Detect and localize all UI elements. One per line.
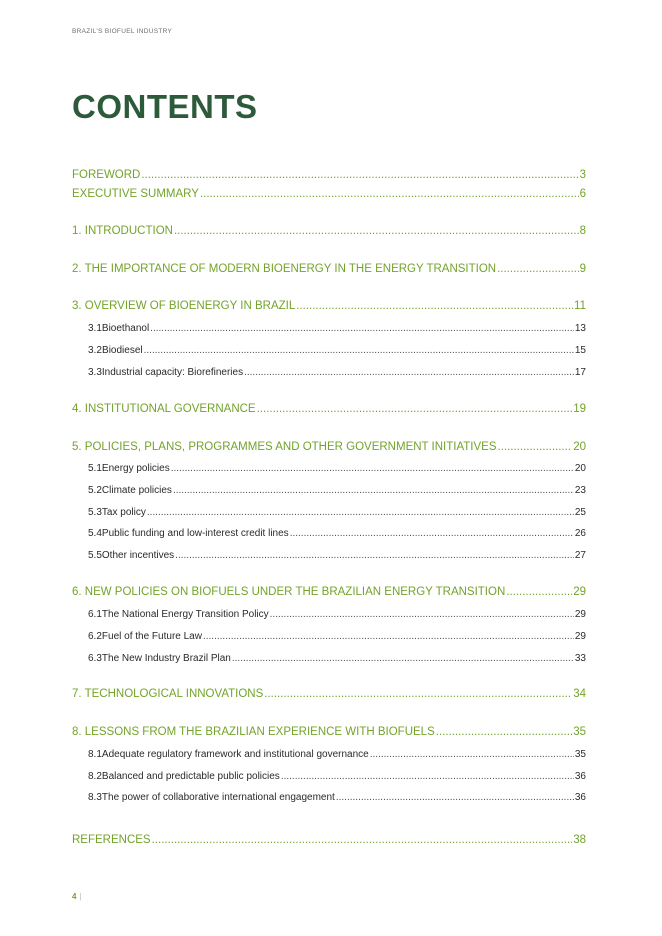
toc-label: The power of collaborative international engagement <box>101 792 335 803</box>
toc-label: 4. INSTITUTIONAL GOVERNANCE <box>72 403 256 415</box>
toc-subentry-8-3[interactable] <box>88 792 586 803</box>
toc-subentry-8-1[interactable] <box>88 749 586 760</box>
toc-leader <box>173 485 574 496</box>
toc-leader <box>203 631 574 642</box>
toc-number: 6.2 <box>88 631 102 642</box>
toc-page: 36 <box>574 792 586 803</box>
toc-subentry-3-3[interactable] <box>88 367 586 378</box>
toc-number: 8.1 <box>88 749 102 760</box>
toc-label: 7. TECHNOLOGICAL INNOVATIONS <box>72 688 264 700</box>
toc-leader <box>171 463 574 474</box>
toc-page: 23 <box>574 485 586 496</box>
toc-leader <box>152 834 573 846</box>
toc-label: The National Energy Transition Policy <box>101 609 269 620</box>
toc-entry-section-7[interactable] <box>72 688 586 700</box>
toc-entry-executive-summary[interactable] <box>72 188 586 200</box>
toc-leader <box>244 367 574 378</box>
toc-leader <box>175 550 574 561</box>
toc-leader <box>257 403 573 415</box>
toc-leader <box>264 688 572 700</box>
toc-label: Adequate regulatory framework and institutional governance <box>101 749 369 760</box>
toc-number: 5.1 <box>88 463 102 474</box>
toc-subentry-5-5[interactable] <box>88 550 586 561</box>
toc-page: 9 <box>579 263 586 275</box>
toc-entry-section-6[interactable] <box>72 586 586 598</box>
toc-page: 8 <box>579 225 586 237</box>
toc-label: Climate policies <box>101 485 172 496</box>
toc-subentry-6-3[interactable] <box>88 653 586 664</box>
toc-page: 27 <box>574 550 586 561</box>
toc-page: 20 <box>574 463 586 474</box>
toc-page: 35 <box>573 726 586 738</box>
page-footer <box>72 892 82 901</box>
toc-subentry-6-2[interactable] <box>88 631 586 642</box>
toc-label: 2. THE IMPORTANCE OF MODERN BIOENERGY IN THE ENERGY TRANSITION <box>72 263 497 275</box>
toc-label: 1. INTRODUCTION <box>72 225 173 237</box>
toc-subentry-3-1[interactable] <box>88 323 586 334</box>
toc-label: EXECUTIVE SUMMARY <box>72 188 199 200</box>
toc-leader <box>281 771 574 782</box>
toc-label: Energy policies <box>101 463 170 474</box>
toc-label: FOREWORD <box>72 169 141 181</box>
toc-number: 6.1 <box>88 609 102 620</box>
toc-page: 25 <box>574 507 586 518</box>
toc-leader <box>150 323 574 334</box>
toc-entry-section-3[interactable] <box>72 300 586 312</box>
toc-label: Other incentives <box>101 550 175 561</box>
toc-subentry-5-1[interactable] <box>88 463 586 474</box>
toc-number: 5.5 <box>88 550 102 561</box>
toc-leader <box>147 507 574 518</box>
toc-label: 6. NEW POLICIES ON BIOFUELS UNDER THE BRAZILIAN ENERGY TRANSITION <box>72 586 506 598</box>
toc-leader <box>270 609 574 620</box>
toc-entry-section-5[interactable] <box>72 441 586 453</box>
toc-label: Balanced and predictable public policies <box>101 771 280 782</box>
toc-leader <box>370 749 574 760</box>
toc-page: 38 <box>573 834 586 846</box>
toc-page: 29 <box>574 631 586 642</box>
toc-leader <box>144 345 574 356</box>
toc-entry-section-4[interactable] <box>72 403 586 415</box>
toc-page: 17 <box>574 367 586 378</box>
toc-label: Industrial capacity: Biorefineries <box>101 367 244 378</box>
toc-subentry-3-2[interactable] <box>88 345 586 356</box>
toc-entry-references[interactable] <box>72 834 586 846</box>
page-number: 4 <box>72 892 77 901</box>
toc-leader <box>200 188 579 200</box>
toc-leader <box>296 300 573 312</box>
toc-leader <box>497 263 579 275</box>
toc-page: 29 <box>573 586 586 598</box>
toc-subentry-5-4[interactable] <box>88 528 586 539</box>
toc-label: REFERENCES <box>72 834 151 846</box>
toc-label: Fuel of the Future Law <box>101 631 202 642</box>
toc-leader <box>436 726 572 738</box>
toc-leader <box>141 169 578 181</box>
toc-leader <box>290 528 574 539</box>
toc-subentry-5-2[interactable] <box>88 485 586 496</box>
toc-leader <box>232 653 574 664</box>
toc-number: 5.3 <box>88 507 102 518</box>
toc-number: 3.3 <box>88 367 102 378</box>
toc-label: 3. OVERVIEW OF BIOENERGY IN BRAZIL <box>72 300 296 312</box>
toc-number: 5.2 <box>88 485 102 496</box>
toc-number: 8.3 <box>88 792 102 803</box>
toc-label: 5. POLICIES, PLANS, PROGRAMMES AND OTHER GOVERNMENT INITIATIVES <box>72 441 497 453</box>
toc-page: 35 <box>574 749 586 760</box>
toc-subentry-5-3[interactable] <box>88 507 586 518</box>
footer-separator: | <box>79 892 82 901</box>
toc-subentry-8-2[interactable] <box>88 771 586 782</box>
toc-page: 11 <box>574 300 586 312</box>
toc-entry-foreword[interactable] <box>72 169 586 181</box>
toc-number: 8.2 <box>88 771 102 782</box>
toc-leader <box>506 586 572 598</box>
toc-page: 13 <box>574 323 586 334</box>
toc-label: 8. LESSONS FROM THE BRAZILIAN EXPERIENCE WITH BIOFUELS <box>72 726 435 738</box>
toc-leader <box>336 792 574 803</box>
toc-page: 33 <box>574 653 586 664</box>
toc-number: 3.2 <box>88 345 102 356</box>
toc-page: 6 <box>579 188 586 200</box>
toc-page: 36 <box>574 771 586 782</box>
toc-entry-introduction[interactable] <box>72 225 586 237</box>
toc-leader <box>174 225 579 237</box>
toc-number: 5.4 <box>88 528 102 539</box>
toc-page: 29 <box>574 609 586 620</box>
toc-page: 26 <box>574 528 586 539</box>
page-title: CONTENTS <box>72 88 258 125</box>
toc-number: 3.1 <box>88 323 102 334</box>
toc-entry-section-2[interactable] <box>72 263 586 275</box>
toc-page: 3 <box>579 169 586 181</box>
toc-page: 20 <box>573 441 586 453</box>
toc-label: Public funding and low-interest credit lines <box>101 528 289 539</box>
toc-label: Biodiesel <box>102 345 143 356</box>
toc-label: Tax policy <box>101 507 146 518</box>
toc-label: The New Industry Brazil Plan <box>101 653 231 664</box>
toc-number: 6.3 <box>88 653 102 664</box>
toc-subentry-6-1[interactable] <box>88 609 586 620</box>
toc-label: Bioethanol <box>101 323 150 334</box>
toc-page: 34 <box>573 688 586 700</box>
running-head: BRAZIL'S BIOFUEL INDUSTRY <box>72 28 173 35</box>
toc-entry-section-8[interactable] <box>72 726 586 738</box>
toc-leader <box>498 441 573 453</box>
toc-page: 19 <box>573 403 586 415</box>
toc-page: 15 <box>574 345 586 356</box>
